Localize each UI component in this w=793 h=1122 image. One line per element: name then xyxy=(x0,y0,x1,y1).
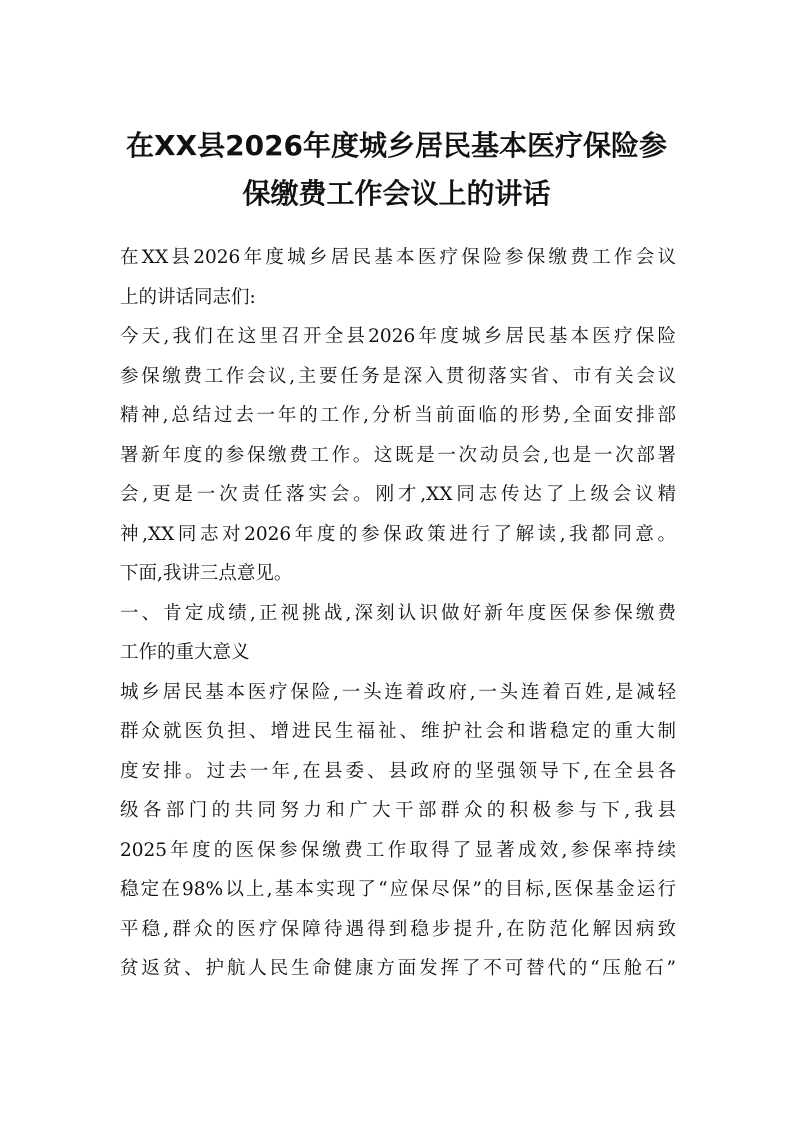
body-line: 上的讲话同志们: xyxy=(120,286,256,308)
body-line: 神,XX同志对2026年度的参保政策进行了解读,我都同意。 xyxy=(120,523,676,545)
body-line: 下面,我讲三点意见。 xyxy=(120,563,293,584)
title-line-1: 在XX县2026年度城乡居民基本医疗保险参 xyxy=(125,129,668,162)
document-body xyxy=(120,238,676,989)
body-line: 稳定在98%以上,基本实现了“应保尽保”的目标,医保基金运行 xyxy=(120,879,676,900)
body-line: 参保缴费工作会议,主要任务是深入贯彻落实省、市有关会议 xyxy=(120,365,676,387)
body-line: 会,更是一次责任落实会。刚才,XX同志传达了上级会议精 xyxy=(120,484,676,505)
body-line: 级各部门的共同努力和广大干部群众的积极参与下,我县 xyxy=(120,800,676,821)
body-line: 一、肯定成绩,正视挑战,深刻认识做好新年度医保参保缴费 xyxy=(120,602,676,624)
body-line: 精神,总结过去一年的工作,分析当前面临的形势,全面安排部 xyxy=(120,405,676,426)
body-line: 署新年度的参保缴费工作。这既是一次动员会,也是一次部署 xyxy=(120,444,676,466)
body-line: 贫返贫、护航人民生命健康方面发挥了不可替代的“压舱石” xyxy=(120,958,676,979)
body-line: 城乡居民基本医疗保险,一头连着政府,一头连着百姓,是减轻 xyxy=(120,681,676,703)
body-line: 群众就医负担、增进民生福祉、维护社会和谐稳定的重大制 xyxy=(120,721,676,742)
body-line: 2025年度的医保参保缴费工作取得了显著成效,参保率持续 xyxy=(120,839,676,861)
body-line: 今天,我们在这里召开全县2026年度城乡居民基本医疗保险 xyxy=(120,326,676,347)
body-line: 平稳,群众的医疗保障待遇得到稳步提升,在防范化解因病致 xyxy=(120,918,676,940)
body-line: 在XX县2026年度城乡居民基本医疗保险参保缴费工作会议 xyxy=(120,247,676,268)
title-line-2: 保缴费工作会议上的讲话 xyxy=(242,177,551,210)
body-line: 度安排。过去一年,在县委、县政府的坚强领导下,在全县各 xyxy=(120,760,676,782)
body-line: 工作的重大意义 xyxy=(120,642,250,663)
